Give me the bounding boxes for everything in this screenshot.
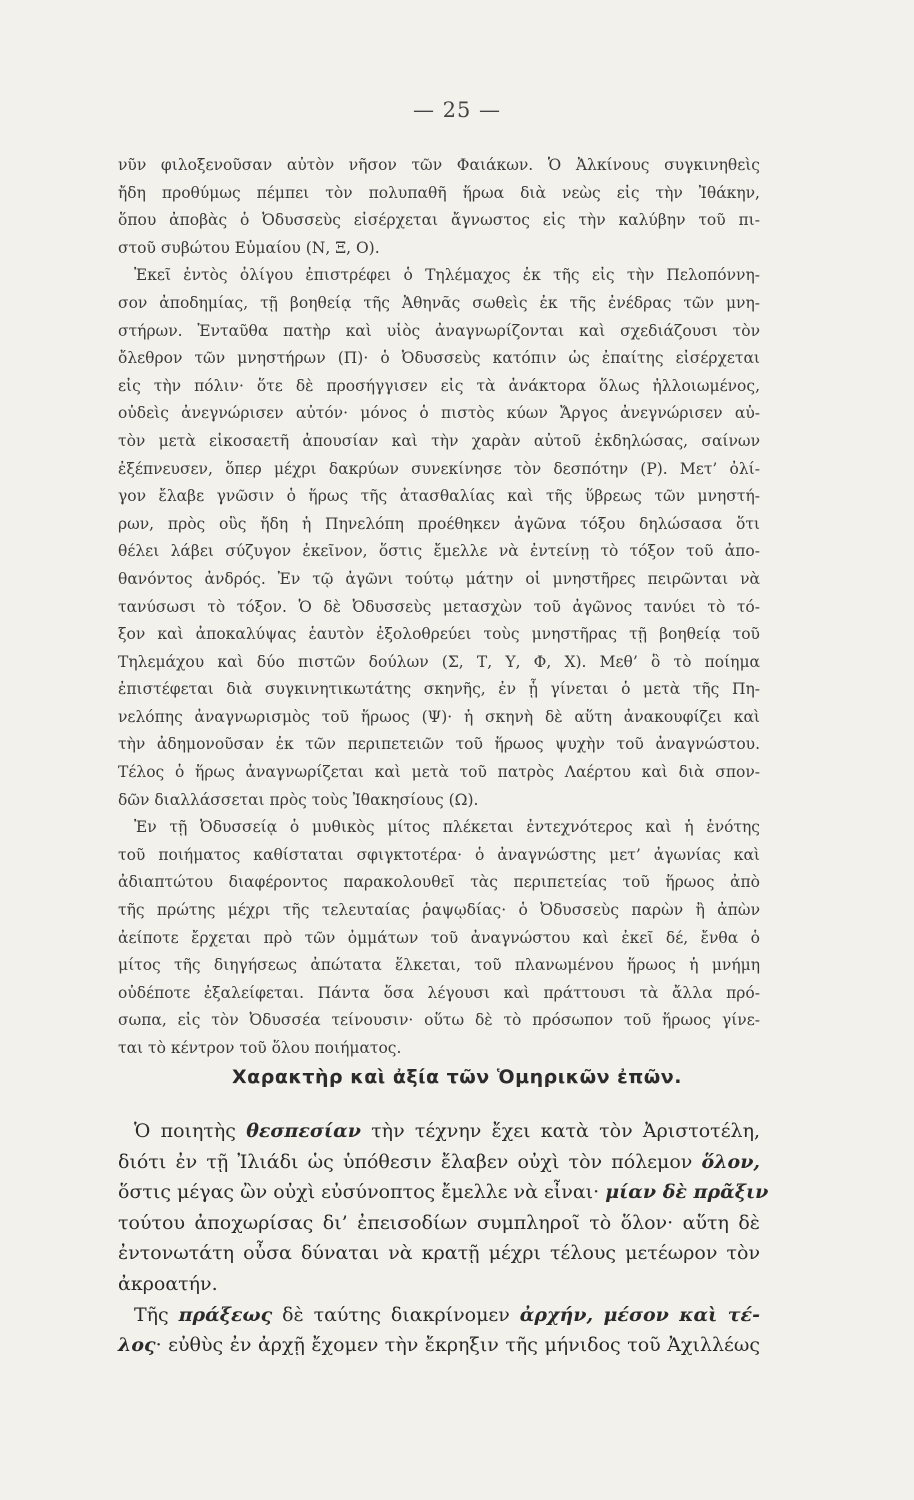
- text-line: τανύσωσι τὸ τόξον. Ὁ δὲ Ὀδυσσεὺς μετασχὼν τοῦ ἀγῶνος τανύει τὸ τό-: [118, 597, 760, 616]
- text-line: οὐδεὶς ἀνεγνώρισεν αὐτόν· μόνος ὁ πιστὸς κύων Ἄργος ἀνεγνώρισεν αὐ-: [118, 404, 760, 423]
- text-segment: τούτου ἀποχωρίσας δι’ ἐπεισοδίων συμπληροῖ τὸ ὅλον· αὕτη δὲ: [118, 1211, 760, 1234]
- text-line: [118, 1238, 760, 1269]
- text-line: θανόντος ἀνδρός. Ἐν τῷ ἀγῶνι τούτῳ μάτην οἱ μνηστῆρες πειρῶνται νὰ: [118, 569, 760, 588]
- emphasized-text: πράξεως: [178, 1303, 273, 1326]
- text-segment: · εὐθὺς ἐν ἀρχῇ ἔχομεν τὴν ἔκρηξιν τῆς μήνιδος τοῦ Ἀχιλλέως: [155, 1334, 760, 1357]
- text-line: ἤδη προθύμως πέμπει τὸν πολυπαθῆ ἥρωα διὰ νεὼς εἰς τὴν Ἰθάκην,: [118, 183, 760, 202]
- text-segment: Τῆς: [134, 1303, 179, 1326]
- text-line: τὴν ἀδημονοῦσαν ἐκ τῶν περιπετειῶν τοῦ ἥρωος ψυχὴν τοῦ ἀναγνώστου.: [118, 735, 760, 754]
- text-line: ὅπου ἀποβὰς ὁ Ὀδυσσεὺς εἰσέρχεται ἄγνωστος εἰς τὴν καλύβην τοῦ πι-: [118, 211, 760, 230]
- body-text-paragraphs: [118, 152, 760, 1063]
- section-body-text: [118, 1116, 769, 1361]
- text-line: εἰς τὴν πόλιν· ὅτε δὲ προσήγγισεν εἰς τὰ ἀνάκτορα ὅλως ἠλλοιωμένος,: [118, 376, 760, 395]
- text-line: ρων, πρὸς οὓς ἤδη ἡ Πηνελόπη προέθηκεν ἀγῶνα τόξου δηλώσασα ὅτι: [118, 514, 760, 533]
- text-line: Ἐν τῇ Ὀδυσσείᾳ ὁ μυθικὸς μίτος πλέκεται ἐντεχνότερος καὶ ἡ ἑνότης: [134, 818, 760, 837]
- emphasized-text: ἀρχήν, μέσον καὶ τέ-: [519, 1303, 760, 1326]
- text-line: μίτος τῆς διηγήσεως ἀπώτατα ἕλκεται, τοῦ πλανωμένου ἥρωος ἡ μνήμη: [118, 956, 760, 975]
- text-line: στήρων. Ἐνταῦθα πατὴρ καὶ υἱὸς ἀναγνωρίζονται καὶ σχεδιάζουσι τὸν: [118, 321, 760, 340]
- text-segment: διότι ἐν τῇ Ἰλιάδι ὡς ὑπόθεσιν ἔλαβεν οὐχὶ τὸν πόλεμον: [118, 1150, 702, 1173]
- text-segment: Ὁ ποιητὴς: [134, 1120, 247, 1142]
- text-line: ἐπιστέφεται διὰ συγκινητικωτάτης σκηνῆς, ἐν ᾗ γίνεται ὁ μετὰ τῆς Πη-: [118, 680, 760, 699]
- emphasized-text: ὅλον,: [701, 1150, 760, 1173]
- text-line: [118, 1147, 760, 1178]
- text-line: στοῦ συβώτου Εὐμαίου (Ν, Ξ, Ο).: [118, 238, 380, 257]
- text-line: οὐδέποτε ἐξαλείφεται. Πάντα ὅσα λέγουσι καὶ πράττουσι τὰ ἄλλα πρό-: [118, 983, 760, 1002]
- text-line: νῦν φιλοξενοῦσαν αὐτὸν νῆσον τῶν Φαιάκων. Ὁ Ἀλκίνους συγκινηθεὶς: [118, 156, 760, 174]
- text-line: ἐξέπνευσεν, ὅπερ μέχρι δακρύων συνεκίνησε τὸν δεσπότην (Ρ). Μετ’ ὀλί-: [118, 459, 760, 478]
- text-segment: δὲ ταύτης διακρίνομεν: [272, 1303, 520, 1326]
- text-segment: ὅστις μέγας ὢν οὐχὶ εὐσύνοπτος ἔμελλε νὰ εἶναι·: [118, 1181, 606, 1204]
- text-line: [118, 1269, 760, 1300]
- text-line: σον ἀποδημίας, τῇ βοηθείᾳ τῆς Ἀθηνᾶς σωθεὶς ἐκ τῆς ἐνέδρας τῶν μνη-: [118, 293, 760, 312]
- text-line: Τηλεμάχου καὶ δύο πιστῶν δούλων (Σ, Τ, Υ, Φ, Χ). Μεθ’ ὃ τὸ ποίημα: [118, 652, 760, 671]
- text-line: σωπα, εἰς τὸν Ὀδυσσέα τείνουσιν· οὕτω δὲ τὸ πρόσωπον τοῦ ἥρωος γίνε-: [118, 1011, 760, 1030]
- emphasized-text: λος: [118, 1334, 156, 1357]
- text-line: [118, 1330, 760, 1361]
- text-line: θέλει λάβει σύζυγον ἐκεῖνον, ὅστις ἔμελλε νὰ ἐντείνῃ τὸ τόξον τοῦ ἀπο-: [118, 542, 760, 561]
- text-line: [118, 1116, 760, 1147]
- text-line: Ἐκεῖ ἐντὸς ὀλίγου ἐπιστρέφει ὁ Τηλέμαχος ἐκ τῆς εἰς τὴν Πελοπόννη-: [134, 266, 760, 285]
- emphasized-text: μίαν δὲ πρᾶξιν: [605, 1181, 769, 1204]
- page-number: — 25 —: [412, 98, 502, 122]
- text-line: τῆς πρώτης μέχρι τῆς τελευταίας ῥαψῳδίας· ὁ Ὀδυσσεὺς παρὼν ἢ ἀπὼν: [118, 901, 760, 920]
- text-line: τὸν μετὰ εἰκοσαετῆ ἀπουσίαν καὶ τὴν χαρὰν αὐτοῦ ἐκδηλώσας, σαίνων: [118, 431, 760, 450]
- text-segment: τὴν τέχνην ἔχει κατὰ τὸν Ἀριστοτέλη,: [360, 1120, 760, 1142]
- text-line: ται τὸ κέντρον τοῦ ὅλου ποιήματος.: [118, 1039, 402, 1057]
- text-line: νελόπης ἀναγνωρισμὸς τοῦ ἥρωος (Ψ)· ἡ σκηνὴ δὲ αὕτη ἀνακουφίζει καὶ: [118, 707, 760, 726]
- section-heading: Χαρακτὴρ καὶ ἀξία τῶν Ὁμηρικῶν ἐπῶν.: [232, 1066, 682, 1088]
- text-line: ἀδιαπτώτου διαφέροντος παρακολουθεῖ τὰς περιπετείας τοῦ ἥρωος ἀπὸ: [118, 873, 760, 892]
- text-line: [118, 1208, 760, 1239]
- text-segment: ἀκροατήν.: [118, 1272, 218, 1295]
- text-line: δῶν διαλλάσσεται πρὸς τοὺς Ἰθακησίους (Ω).: [118, 790, 479, 809]
- text-line: ἀείποτε ἔρχεται πρὸ τῶν ὀμμάτων τοῦ ἀναγνώστου καὶ ἐκεῖ δέ, ἔνθα ὁ: [118, 928, 760, 947]
- text-segment: ἐντονωτάτη οὖσα δύναται νὰ κρατῇ μέχρι τέλους μετέωρον τὸν: [118, 1242, 760, 1265]
- text-line: Τέλος ὁ ἥρως ἀναγνωρίζεται καὶ μετὰ τοῦ πατρὸς Λαέρτου καὶ διὰ σπον-: [118, 763, 760, 782]
- text-line: ὄλεθρον τῶν μνηστήρων (Π)· ὁ Ὀδυσσεὺς κατόπιν ὡς ἐπαίτης εἰσέρχεται: [118, 349, 760, 368]
- text-line: γον ἔλαβε γνῶσιν ὁ ἥρως τῆς ἀτασθαλίας καὶ τῆς ὕβρεως τῶν μνηστή-: [118, 487, 760, 506]
- text-line: ξον καὶ ἀποκαλύψας ἑαυτὸν ἐξολοθρεύει τοὺς μνηστῆρας τῇ βοηθείᾳ τοῦ: [118, 625, 760, 644]
- text-line: τοῦ ποιήματος καθίσταται σφιγκτοτέρα· ὁ ἀναγνώστης μετ’ ἀγωνίας καὶ: [118, 845, 760, 864]
- text-line: [118, 1177, 769, 1208]
- text-line: [118, 1300, 760, 1331]
- emphasized-text: θεσπεσίαν: [246, 1120, 361, 1142]
